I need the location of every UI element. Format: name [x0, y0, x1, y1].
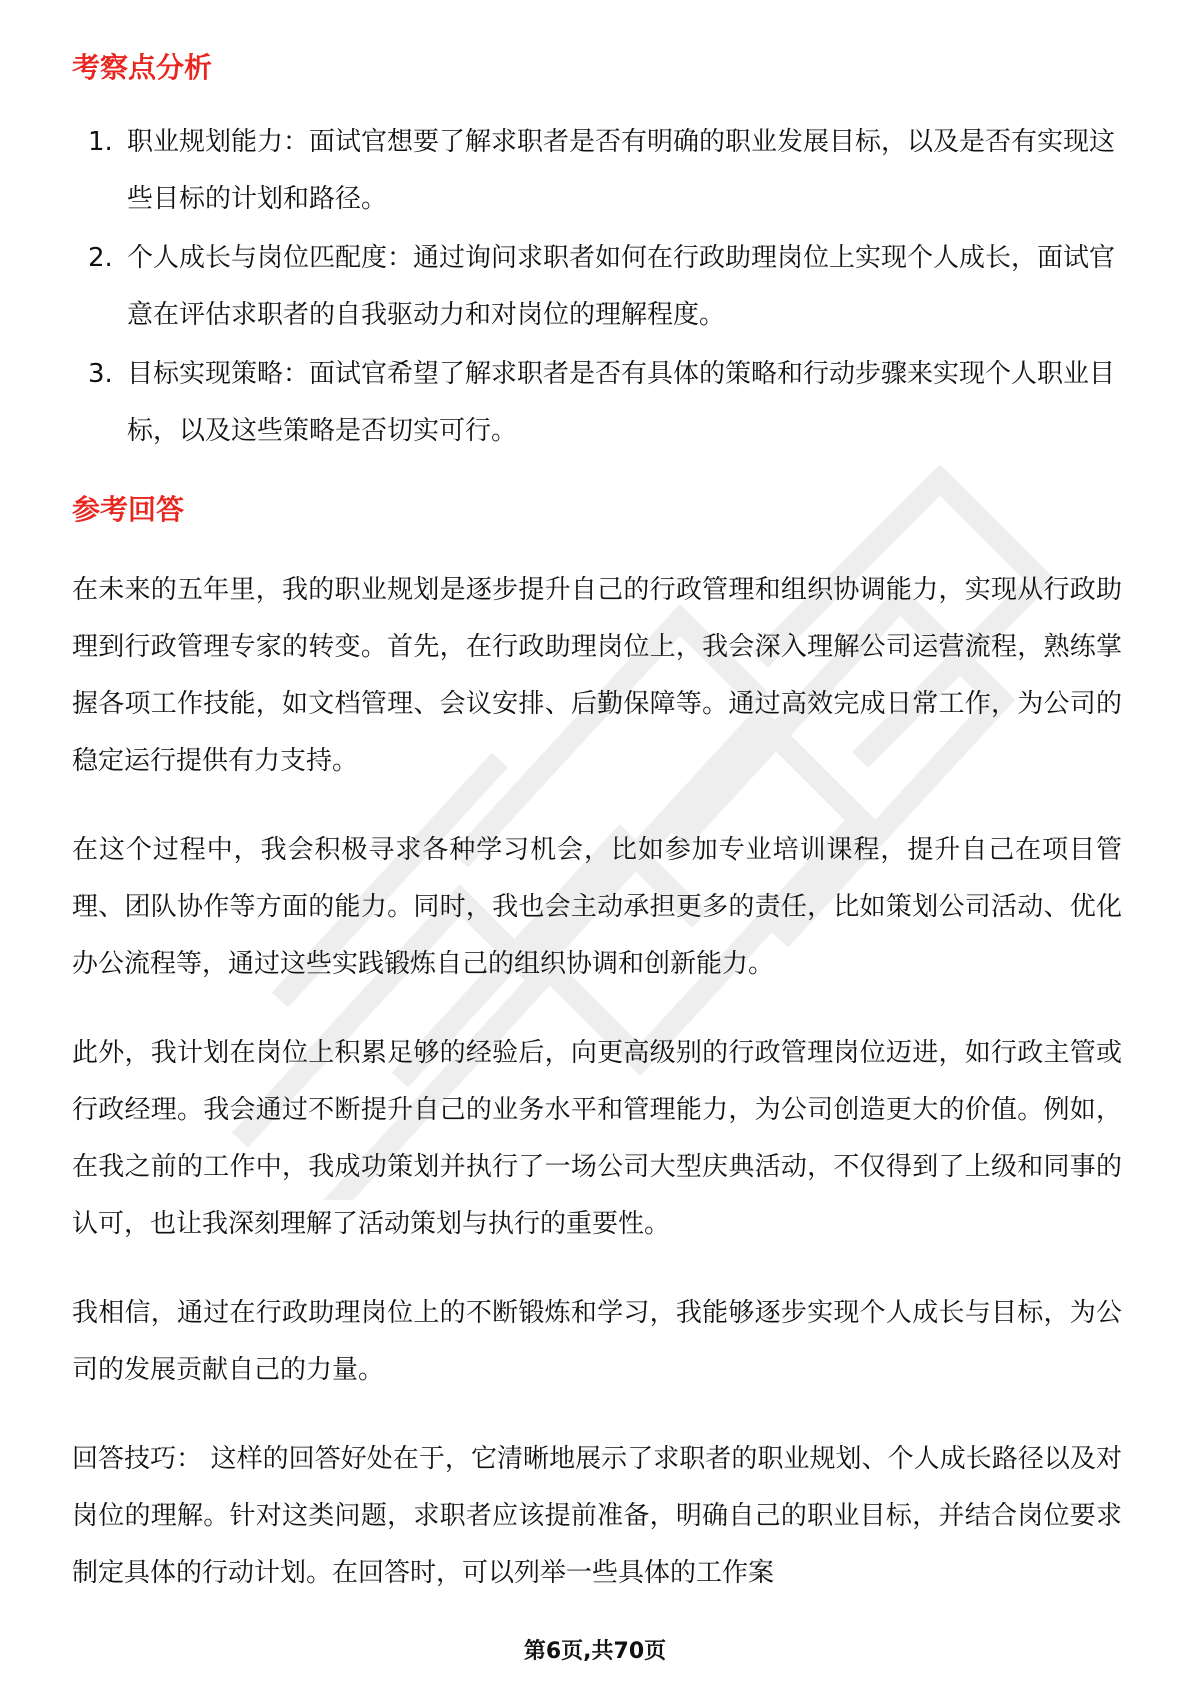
answer-paragraph: 我相信，通过在行政助理岗位上的不断锻炼和学习，我能够逐步实现个人成长与目标，为公司的发展贡献自己的力量。: [72, 1298, 1122, 1385]
point-text: 目标实现策略：面试官希望了解求职者是否有具体的策略和行动步骤来实现个人职业目标，以及这些策略是否切实可行。: [127, 359, 1116, 446]
point-number: 3.: [88, 359, 113, 389]
analysis-point-list: [72, 114, 1122, 460]
point-text: 职业规划能力：面试官想要了解求职者是否有明确的职业发展目标，以及是否有实现这些目标的计划和路径。: [127, 127, 1116, 214]
point-number: 1.: [88, 127, 113, 157]
point-number: 2.: [88, 243, 113, 273]
answer-paragraph: 在未来的五年里，我的职业规划是逐步提升自己的行政管理和组织协调能力，实现从行政助理到行政管理专家的转变。首先，在行政助理岗位上，我会深入理解公司运营流程，熟练掌握各项工作技能，如文档管理、会议安排、后勤保障等。通过高效完成日常工作，为公司的稳定运行提供有力支持。: [72, 575, 1122, 776]
answer-paragraph: 此外，我计划在岗位上积累足够的经验后，向更高级别的行政管理岗位迈进，如行政主管或行政经理。我会通过不断提升自己的业务水平和管理能力，为公司创造更大的价值。例如，在我之前的工作中，我成功策划并执行了一场公司大型庆典活动，不仅得到了上级和同事的认可，也让我深刻理解了活动策划与执行的重要性。: [72, 1038, 1122, 1239]
analysis-point-item: [72, 346, 1122, 460]
analysis-point-item: [72, 114, 1122, 228]
page-number-footer: 第6页,共70页: [523, 1639, 667, 1664]
section-title-analysis: 考察点分析: [72, 51, 213, 84]
page-content: [72, 48, 1122, 1634]
section-title-answer: 参考回答: [72, 493, 185, 526]
answer-paragraph: 在这个过程中，我会积极寻求各种学习机会，比如参加专业培训课程，提升自己在项目管理、团队协作等方面的能力。同时，我也会主动承担更多的责任，比如策划公司活动、优化办公流程等，通过这些实践锻炼自己的组织协调和创新能力。: [72, 835, 1122, 979]
answer-tips-paragraph: 回答技巧： 这样的回答好处在于，它清晰地展示了求职者的职业规划、个人成长路径以及对岗位的理解。针对这类问题，求职者应该提前准备，明确自己的职业目标，并结合岗位要求制定具体的行动计划。在回答时，可以列举一些具体的工作案: [72, 1444, 1122, 1588]
analysis-point-item: [72, 230, 1122, 344]
point-text: 个人成长与岗位匹配度：通过询问求职者如何在行政助理岗位上实现个人成长，面试官意在评估求职者的自我驱动力和对岗位的理解程度。: [127, 243, 1116, 330]
